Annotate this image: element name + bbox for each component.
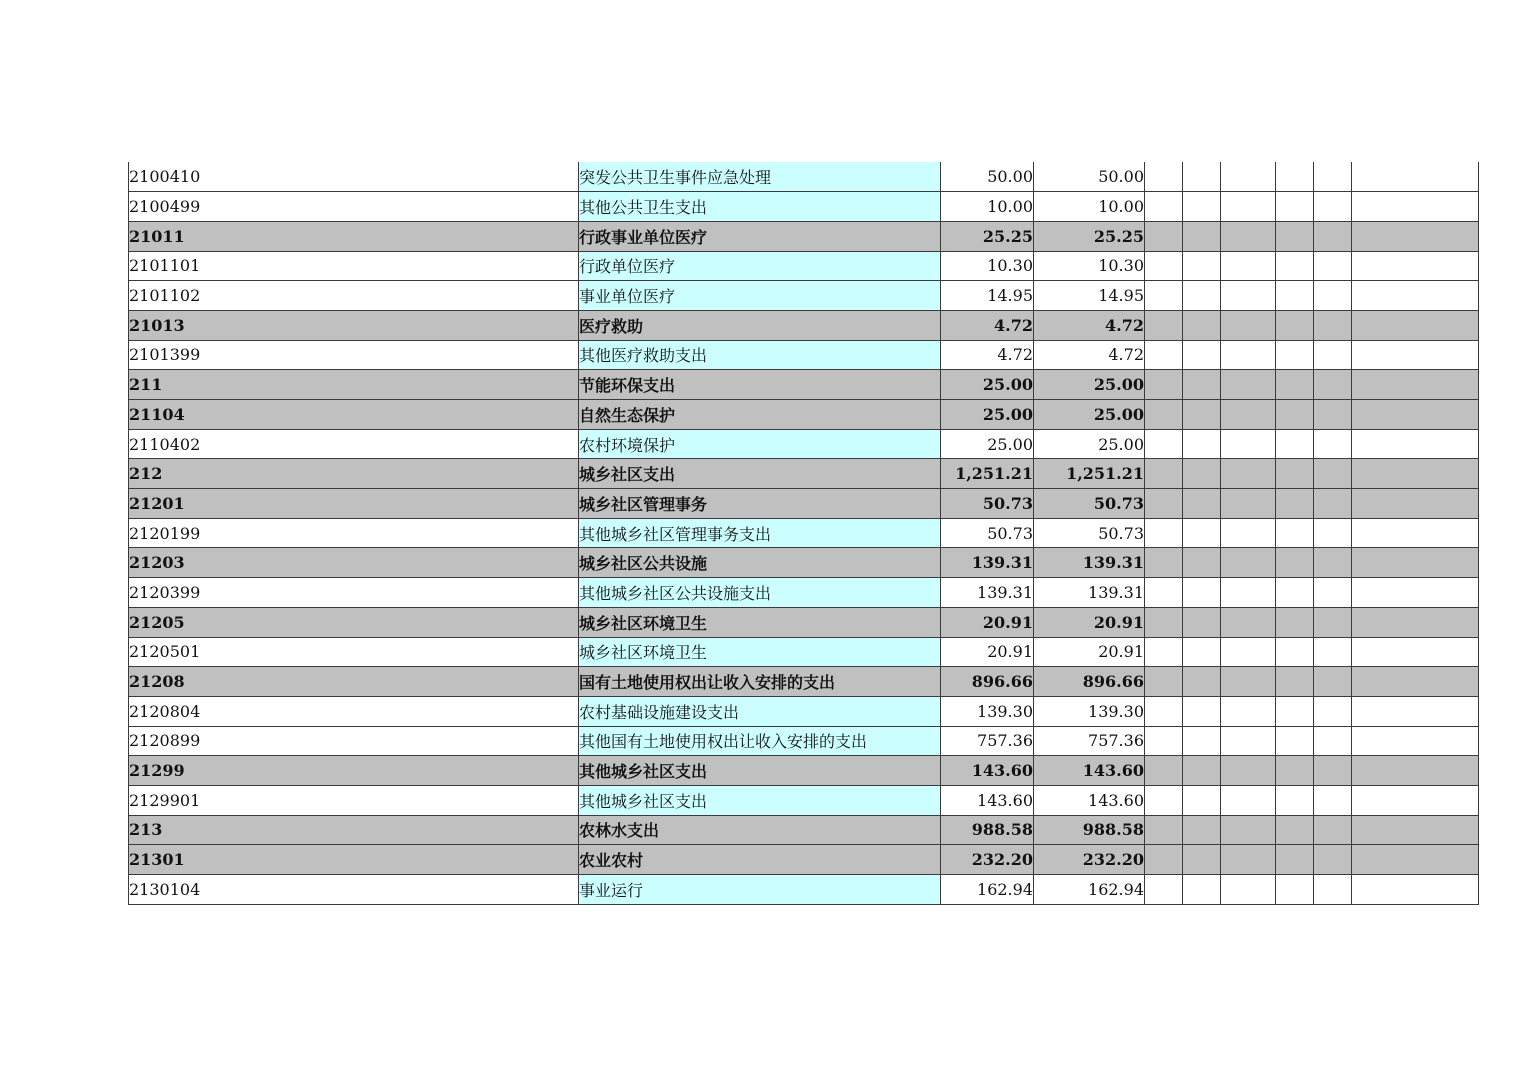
empty-cell[interactable]: [1314, 845, 1352, 875]
code-cell[interactable]: 211: [129, 370, 579, 400]
name-cell[interactable]: 行政事业单位医疗: [579, 221, 941, 251]
amount-cell-2[interactable]: 10.30: [1034, 251, 1145, 281]
code-cell[interactable]: 21208: [129, 667, 579, 697]
code-cell[interactable]: 21013: [129, 310, 579, 340]
code-cell[interactable]: 2120501: [129, 637, 579, 667]
name-cell[interactable]: 突发公共卫生事件应急处理: [579, 162, 941, 192]
amount-cell-2[interactable]: 4.72: [1034, 340, 1145, 370]
empty-cell[interactable]: [1183, 785, 1221, 815]
code-cell[interactable]: 2129901: [129, 785, 579, 815]
table-row: [129, 429, 1479, 459]
empty-cell[interactable]: [1352, 489, 1479, 519]
code-cell[interactable]: 2120199: [129, 518, 579, 548]
amount-cell[interactable]: 896.66: [941, 667, 1034, 697]
name-cell[interactable]: 节能环保支出: [579, 370, 941, 400]
empty-cell[interactable]: [1145, 221, 1183, 251]
empty-cell[interactable]: [1276, 815, 1314, 845]
empty-cell[interactable]: [1183, 340, 1221, 370]
amount-cell-2[interactable]: 25.00: [1034, 429, 1145, 459]
name-cell[interactable]: 农业农村: [579, 845, 941, 875]
empty-cell[interactable]: [1183, 221, 1221, 251]
name-cell[interactable]: 国有土地使用权出让收入安排的支出: [579, 667, 941, 697]
name-cell[interactable]: 其他城乡社区支出: [579, 785, 941, 815]
empty-cell[interactable]: [1221, 192, 1276, 222]
empty-cell[interactable]: [1183, 548, 1221, 578]
empty-cell[interactable]: [1314, 607, 1352, 637]
empty-cell[interactable]: [1183, 845, 1221, 875]
table-row: [129, 785, 1479, 815]
empty-cell[interactable]: [1221, 607, 1276, 637]
code-cell[interactable]: 2120804: [129, 696, 579, 726]
empty-cell[interactable]: [1221, 667, 1276, 697]
amount-cell[interactable]: 25.00: [941, 429, 1034, 459]
empty-cell[interactable]: [1145, 637, 1183, 667]
empty-cell[interactable]: [1145, 340, 1183, 370]
amount-cell[interactable]: 4.72: [941, 310, 1034, 340]
table-row-category: [129, 815, 1479, 845]
amount-cell[interactable]: 139.31: [941, 578, 1034, 608]
amount-cell-2[interactable]: 757.36: [1034, 726, 1145, 756]
empty-cell[interactable]: [1183, 162, 1221, 192]
empty-cell[interactable]: [1276, 578, 1314, 608]
name-cell[interactable]: 城乡社区环境卫生: [579, 607, 941, 637]
amount-cell-2[interactable]: 139.31: [1034, 578, 1145, 608]
empty-cell[interactable]: [1352, 785, 1479, 815]
empty-cell[interactable]: [1145, 518, 1183, 548]
code-cell[interactable]: 2101399: [129, 340, 579, 370]
empty-cell[interactable]: [1314, 340, 1352, 370]
amount-cell-2[interactable]: 1,251.21: [1034, 459, 1145, 489]
empty-cell[interactable]: [1183, 875, 1221, 905]
table-row-category: [129, 845, 1479, 875]
empty-cell[interactable]: [1221, 637, 1276, 667]
amount-cell-2[interactable]: 162.94: [1034, 875, 1145, 905]
empty-cell[interactable]: [1276, 518, 1314, 548]
empty-cell[interactable]: [1221, 696, 1276, 726]
empty-cell[interactable]: [1183, 637, 1221, 667]
empty-cell[interactable]: [1183, 756, 1221, 786]
empty-cell[interactable]: [1314, 429, 1352, 459]
empty-cell[interactable]: [1352, 400, 1479, 430]
code-cell[interactable]: 212: [129, 459, 579, 489]
table-row-category: [129, 221, 1479, 251]
empty-cell[interactable]: [1352, 726, 1479, 756]
empty-cell[interactable]: [1145, 429, 1183, 459]
empty-cell[interactable]: [1276, 400, 1314, 430]
amount-cell-2[interactable]: 139.31: [1034, 548, 1145, 578]
empty-cell[interactable]: [1145, 875, 1183, 905]
empty-cell[interactable]: [1221, 578, 1276, 608]
table-row-category: [129, 756, 1479, 786]
table-body: [129, 162, 1479, 904]
empty-cell[interactable]: [1183, 192, 1221, 222]
empty-cell[interactable]: [1276, 637, 1314, 667]
amount-cell[interactable]: 139.30: [941, 696, 1034, 726]
amount-cell-2[interactable]: 50.73: [1034, 489, 1145, 519]
empty-cell[interactable]: [1352, 192, 1479, 222]
table-row: [129, 281, 1479, 311]
empty-cell[interactable]: [1352, 310, 1479, 340]
empty-cell[interactable]: [1352, 875, 1479, 905]
empty-cell[interactable]: [1276, 221, 1314, 251]
empty-cell[interactable]: [1145, 281, 1183, 311]
empty-cell[interactable]: [1221, 875, 1276, 905]
empty-cell[interactable]: [1145, 548, 1183, 578]
empty-cell[interactable]: [1314, 548, 1352, 578]
empty-cell[interactable]: [1276, 251, 1314, 281]
code-cell[interactable]: 21201: [129, 489, 579, 519]
amount-cell[interactable]: 232.20: [941, 845, 1034, 875]
empty-cell[interactable]: [1221, 726, 1276, 756]
empty-cell[interactable]: [1276, 162, 1314, 192]
amount-cell[interactable]: 50.73: [941, 518, 1034, 548]
table-row: [129, 875, 1479, 905]
empty-cell[interactable]: [1314, 815, 1352, 845]
empty-cell[interactable]: [1145, 400, 1183, 430]
amount-cell-2[interactable]: 25.00: [1034, 370, 1145, 400]
name-cell[interactable]: 其他公共卫生支出: [579, 192, 941, 222]
empty-cell[interactable]: [1145, 459, 1183, 489]
empty-cell[interactable]: [1314, 696, 1352, 726]
empty-cell[interactable]: [1276, 281, 1314, 311]
amount-cell-2[interactable]: 988.58: [1034, 815, 1145, 845]
empty-cell[interactable]: [1352, 637, 1479, 667]
amount-cell-2[interactable]: 20.91: [1034, 607, 1145, 637]
amount-cell-2[interactable]: 20.91: [1034, 637, 1145, 667]
empty-cell[interactable]: [1352, 370, 1479, 400]
table-row-category: [129, 310, 1479, 340]
empty-cell[interactable]: [1314, 785, 1352, 815]
name-cell[interactable]: 农村基础设施建设支出: [579, 696, 941, 726]
amount-cell[interactable]: 143.60: [941, 756, 1034, 786]
empty-cell[interactable]: [1183, 429, 1221, 459]
empty-cell[interactable]: [1276, 310, 1314, 340]
name-cell[interactable]: 事业单位医疗: [579, 281, 941, 311]
table-row-category: [129, 370, 1479, 400]
code-cell[interactable]: 21203: [129, 548, 579, 578]
empty-cell[interactable]: [1352, 518, 1479, 548]
empty-cell[interactable]: [1145, 251, 1183, 281]
empty-cell[interactable]: [1352, 578, 1479, 608]
empty-cell[interactable]: [1221, 489, 1276, 519]
empty-cell[interactable]: [1221, 251, 1276, 281]
amount-cell-2[interactable]: 896.66: [1034, 667, 1145, 697]
empty-cell[interactable]: [1145, 815, 1183, 845]
name-cell[interactable]: 其他城乡社区公共设施支出: [579, 578, 941, 608]
amount-cell[interactable]: 10.30: [941, 251, 1034, 281]
name-cell[interactable]: 城乡社区环境卫生: [579, 637, 941, 667]
empty-cell[interactable]: [1352, 696, 1479, 726]
amount-cell-2[interactable]: 4.72: [1034, 310, 1145, 340]
empty-cell[interactable]: [1183, 281, 1221, 311]
empty-cell[interactable]: [1314, 518, 1352, 548]
empty-cell[interactable]: [1183, 696, 1221, 726]
amount-cell-2[interactable]: 50.73: [1034, 518, 1145, 548]
name-cell[interactable]: 其他国有土地使用权出让收入安排的支出: [579, 726, 941, 756]
empty-cell[interactable]: [1221, 162, 1276, 192]
table-row-category: [129, 548, 1479, 578]
amount-cell-2[interactable]: 10.00: [1034, 192, 1145, 222]
table-row-category: [129, 400, 1479, 430]
empty-cell[interactable]: [1221, 756, 1276, 786]
empty-cell[interactable]: [1183, 310, 1221, 340]
code-cell[interactable]: 2101102: [129, 281, 579, 311]
empty-cell[interactable]: [1145, 162, 1183, 192]
empty-cell[interactable]: [1314, 310, 1352, 340]
empty-cell[interactable]: [1314, 578, 1352, 608]
amount-cell[interactable]: 1,251.21: [941, 459, 1034, 489]
amount-cell[interactable]: 988.58: [941, 815, 1034, 845]
name-cell[interactable]: 其他城乡社区管理事务支出: [579, 518, 941, 548]
empty-cell[interactable]: [1183, 667, 1221, 697]
empty-cell[interactable]: [1276, 192, 1314, 222]
empty-cell[interactable]: [1352, 459, 1479, 489]
table-row-category: [129, 489, 1479, 519]
amount-cell[interactable]: 139.31: [941, 548, 1034, 578]
empty-cell[interactable]: [1352, 548, 1479, 578]
amount-cell[interactable]: 25.00: [941, 400, 1034, 430]
amount-cell-2[interactable]: 25.25: [1034, 221, 1145, 251]
empty-cell[interactable]: [1183, 251, 1221, 281]
table-row: [129, 192, 1479, 222]
name-cell[interactable]: 城乡社区管理事务: [579, 489, 941, 519]
empty-cell[interactable]: [1183, 489, 1221, 519]
table-row: [129, 162, 1479, 192]
empty-cell[interactable]: [1352, 340, 1479, 370]
amount-cell[interactable]: 20.91: [941, 637, 1034, 667]
empty-cell[interactable]: [1221, 370, 1276, 400]
empty-cell[interactable]: [1145, 756, 1183, 786]
empty-cell[interactable]: [1276, 548, 1314, 578]
empty-cell[interactable]: [1276, 489, 1314, 519]
empty-cell[interactable]: [1221, 518, 1276, 548]
empty-cell[interactable]: [1276, 726, 1314, 756]
amount-cell[interactable]: 10.00: [941, 192, 1034, 222]
empty-cell[interactable]: [1221, 815, 1276, 845]
table-row: [129, 340, 1479, 370]
empty-cell[interactable]: [1314, 221, 1352, 251]
empty-cell[interactable]: [1276, 696, 1314, 726]
empty-cell[interactable]: [1352, 845, 1479, 875]
name-cell[interactable]: 城乡社区公共设施: [579, 548, 941, 578]
empty-cell[interactable]: [1314, 162, 1352, 192]
name-cell[interactable]: 农村环境保护: [579, 429, 941, 459]
empty-cell[interactable]: [1276, 756, 1314, 786]
empty-cell[interactable]: [1352, 281, 1479, 311]
name-cell[interactable]: 农林水支出: [579, 815, 941, 845]
code-cell[interactable]: 2130104: [129, 875, 579, 905]
empty-cell[interactable]: [1352, 607, 1479, 637]
table-row: [129, 637, 1479, 667]
code-cell[interactable]: 2110402: [129, 429, 579, 459]
empty-cell[interactable]: [1314, 756, 1352, 786]
code-cell[interactable]: 2101101: [129, 251, 579, 281]
name-cell[interactable]: 其他城乡社区支出: [579, 756, 941, 786]
name-cell[interactable]: 行政单位医疗: [579, 251, 941, 281]
empty-cell[interactable]: [1276, 340, 1314, 370]
empty-cell[interactable]: [1145, 310, 1183, 340]
empty-cell[interactable]: [1352, 815, 1479, 845]
amount-cell[interactable]: 14.95: [941, 281, 1034, 311]
empty-cell[interactable]: [1314, 459, 1352, 489]
empty-cell[interactable]: [1145, 578, 1183, 608]
empty-cell[interactable]: [1183, 518, 1221, 548]
empty-cell[interactable]: [1276, 370, 1314, 400]
empty-cell[interactable]: [1314, 489, 1352, 519]
empty-cell[interactable]: [1276, 429, 1314, 459]
amount-cell[interactable]: 25.00: [941, 370, 1034, 400]
empty-cell[interactable]: [1145, 785, 1183, 815]
empty-cell[interactable]: [1221, 845, 1276, 875]
empty-cell[interactable]: [1221, 340, 1276, 370]
empty-cell[interactable]: [1276, 845, 1314, 875]
amount-cell-2[interactable]: 143.60: [1034, 756, 1145, 786]
empty-cell[interactable]: [1276, 785, 1314, 815]
code-cell[interactable]: 21205: [129, 607, 579, 637]
code-cell[interactable]: 2100499: [129, 192, 579, 222]
empty-cell[interactable]: [1352, 667, 1479, 697]
empty-cell[interactable]: [1314, 281, 1352, 311]
amount-cell[interactable]: 50.73: [941, 489, 1034, 519]
empty-cell[interactable]: [1145, 667, 1183, 697]
empty-cell[interactable]: [1145, 607, 1183, 637]
name-cell[interactable]: 其他医疗救助支出: [579, 340, 941, 370]
empty-cell[interactable]: [1352, 756, 1479, 786]
amount-cell[interactable]: 4.72: [941, 340, 1034, 370]
empty-cell[interactable]: [1314, 667, 1352, 697]
empty-cell[interactable]: [1276, 459, 1314, 489]
budget-table: [128, 162, 1479, 905]
amount-cell-2[interactable]: 50.00: [1034, 162, 1145, 192]
empty-cell[interactable]: [1314, 370, 1352, 400]
empty-cell[interactable]: [1314, 726, 1352, 756]
name-cell[interactable]: 医疗救助: [579, 310, 941, 340]
code-cell[interactable]: 2100410: [129, 162, 579, 192]
empty-cell[interactable]: [1352, 251, 1479, 281]
table-row-category: [129, 607, 1479, 637]
amount-cell-2[interactable]: 14.95: [1034, 281, 1145, 311]
empty-cell[interactable]: [1145, 489, 1183, 519]
amount-cell[interactable]: 757.36: [941, 726, 1034, 756]
empty-cell[interactable]: [1145, 845, 1183, 875]
code-cell[interactable]: 21301: [129, 845, 579, 875]
empty-cell[interactable]: [1314, 637, 1352, 667]
amount-cell-2[interactable]: 139.30: [1034, 696, 1145, 726]
empty-cell[interactable]: [1183, 370, 1221, 400]
code-cell[interactable]: 213: [129, 815, 579, 845]
table-row-category: [129, 459, 1479, 489]
empty-cell[interactable]: [1221, 548, 1276, 578]
table-row: [129, 518, 1479, 548]
empty-cell[interactable]: [1276, 875, 1314, 905]
empty-cell[interactable]: [1352, 429, 1479, 459]
code-cell[interactable]: 21011: [129, 221, 579, 251]
amount-cell-2[interactable]: 25.00: [1034, 400, 1145, 430]
empty-cell[interactable]: [1183, 578, 1221, 608]
table-row: [129, 726, 1479, 756]
empty-cell[interactable]: [1276, 667, 1314, 697]
amount-cell[interactable]: 25.25: [941, 221, 1034, 251]
empty-cell[interactable]: [1221, 429, 1276, 459]
empty-cell[interactable]: [1145, 370, 1183, 400]
code-cell[interactable]: 21104: [129, 400, 579, 430]
empty-cell[interactable]: [1145, 726, 1183, 756]
amount-cell[interactable]: 50.00: [941, 162, 1034, 192]
amount-cell[interactable]: 20.91: [941, 607, 1034, 637]
table-row: [129, 578, 1479, 608]
empty-cell[interactable]: [1183, 607, 1221, 637]
table-row: [129, 251, 1479, 281]
table-row: [129, 696, 1479, 726]
empty-cell[interactable]: [1145, 696, 1183, 726]
amount-cell-2[interactable]: 143.60: [1034, 785, 1145, 815]
code-cell[interactable]: 2120899: [129, 726, 579, 756]
table-row-category: [129, 667, 1479, 697]
empty-cell[interactable]: [1221, 281, 1276, 311]
empty-cell[interactable]: [1314, 875, 1352, 905]
empty-cell[interactable]: [1314, 251, 1352, 281]
empty-cell[interactable]: [1314, 192, 1352, 222]
empty-cell[interactable]: [1221, 785, 1276, 815]
empty-cell[interactable]: [1145, 192, 1183, 222]
amount-cell[interactable]: 143.60: [941, 785, 1034, 815]
name-cell[interactable]: 城乡社区支出: [579, 459, 941, 489]
code-cell[interactable]: 21299: [129, 756, 579, 786]
empty-cell[interactable]: [1221, 459, 1276, 489]
empty-cell[interactable]: [1183, 726, 1221, 756]
empty-cell[interactable]: [1183, 459, 1221, 489]
empty-cell[interactable]: [1221, 400, 1276, 430]
empty-cell[interactable]: [1352, 221, 1479, 251]
empty-cell[interactable]: [1221, 221, 1276, 251]
code-cell[interactable]: 2120399: [129, 578, 579, 608]
empty-cell[interactable]: [1221, 310, 1276, 340]
empty-cell[interactable]: [1183, 815, 1221, 845]
name-cell[interactable]: 事业运行: [579, 875, 941, 905]
empty-cell[interactable]: [1314, 400, 1352, 430]
empty-cell[interactable]: [1183, 400, 1221, 430]
empty-cell[interactable]: [1352, 162, 1479, 192]
amount-cell[interactable]: 162.94: [941, 875, 1034, 905]
amount-cell-2[interactable]: 232.20: [1034, 845, 1145, 875]
empty-cell[interactable]: [1276, 607, 1314, 637]
name-cell[interactable]: 自然生态保护: [579, 400, 941, 430]
